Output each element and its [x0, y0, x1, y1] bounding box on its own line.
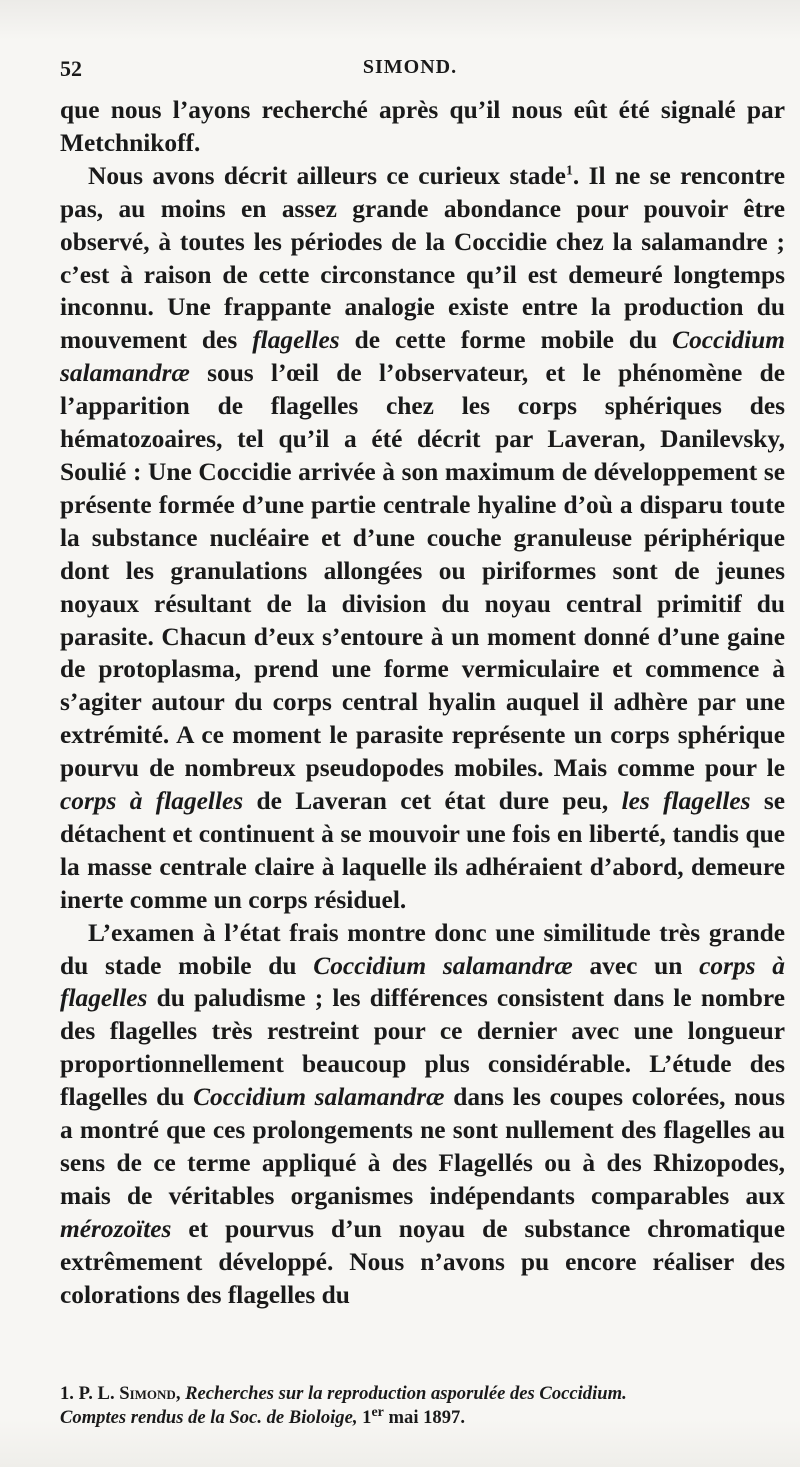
italic-text: Coccidium salamandræ: [60, 326, 786, 388]
footnote-line: [60, 1406, 785, 1430]
paragraph: [60, 917, 785, 1312]
italic-text: mérozoïtes: [60, 1214, 172, 1243]
text-run: avec un: [572, 951, 700, 980]
footnote: [60, 1382, 785, 1430]
footnote-ref: 1: [565, 163, 573, 179]
page-header: [60, 56, 760, 86]
text-run: ,: [175, 1383, 186, 1404]
footnote-line: [60, 1382, 785, 1406]
text-run: de Laveran cet état dure peu,: [243, 787, 622, 816]
italic-text: Coccidium salamandræ: [313, 951, 573, 980]
page-number: 52: [60, 56, 82, 81]
italic-text: Comptes rendus de la Soc. de Bioloige,: [60, 1407, 358, 1428]
footnote-ref: er: [371, 1404, 384, 1420]
text-run: sous l’œil de l’observateur, et le phénomène de l’apparition de flagelles chez les corps sphériques des hématozoaires, tel qu’il a été décrit par Laveran, Danilevsky, Soulié : Une Coccidie arrivée à son maximum de développement se présente formée d’une partie centrale hyaline d’où a disparu toute la substance nucléaire et d’une couche granuleuse périphérique dont les granulations allongées ou piriformes sont de jeunes noyaux résultant de la division du noyau central primitif du parasite. Chacun d’eux s’entoure à un moment donné d’une gaine de protoplasma, prend une forme vermiculaire et commence à s’agiter autour du corps central hyalin auquel il adhère par une extrémité. A ce moment le parasite représente un corps sphérique pourvu de nombreux pseudopodes mobiles. Mais comme pour le: [60, 359, 785, 783]
italic-text: Coccidium salamandræ: [193, 1083, 445, 1112]
text-run: se détachent et continuent à se mouvoir une fois en liberté, tandis que la masse centrale claire à laquelle ils adhéraient d’abord, demeure inerte comme un corps résiduel.: [60, 787, 786, 914]
italic-text: corps à flagelles: [60, 787, 244, 816]
text-run: Simond: [119, 1383, 176, 1404]
text-run: Nous avons décrit ailleurs ce curieux stade: [88, 161, 566, 190]
paragraph: [60, 94, 785, 160]
paragraph: [60, 160, 785, 917]
italic-text: flagelles: [252, 326, 340, 355]
text-run: mai 1897.: [383, 1407, 465, 1428]
body-text: [60, 94, 785, 1312]
italic-text: les flagelles: [621, 787, 751, 816]
italic-text: corps à flagelles: [60, 951, 785, 1013]
text-run: du paludisme ; les différences consistent dans le nombre des flagelles très restreint pour ce dernier avec une longueur proportionnellement beaucoup plus considérable. L’étude des flagelles du: [60, 984, 785, 1112]
text-run: de cette forme mobile du: [339, 326, 673, 355]
running-head: SIMOND.: [362, 56, 458, 78]
text-run: L’examen à l’état frais montre donc une similitude très grande du stade mobile du: [60, 918, 785, 980]
text-run: . Il ne se rencontre pas, au moins en assez grande abondance pour pouvoir être observé, à toutes les périodes de la Coccidie chez la salamandre ; c’est à raison de cette circonstance qu’il est demeuré longtemps inconnu. Une frappante analogie existe entre la production du mouvement des: [60, 161, 786, 355]
text-run: 1: [357, 1407, 372, 1428]
italic-text: Recherches sur la reproduction asporulée des Coccidium.: [185, 1383, 627, 1404]
text-run: que nous l’ayons recherché après qu’il nous eût été signalé par Metchnikoff.: [60, 96, 785, 157]
text-run: 1. P. L.: [60, 1383, 120, 1404]
text-run: dans les coupes colorées, nous a montré que ces prolongements ne sont nullement des flagelles au sens de ce terme appliqué à des Flagellés ou à des Rhizopodes, mais de véritables organismes indépendants comparables aux: [60, 1083, 786, 1210]
text-run: et pourvus d’un noyau de substance chromatique extrêmement développé. Nous n’avons pu encore réaliser des colorations des flagelles du: [60, 1214, 785, 1309]
